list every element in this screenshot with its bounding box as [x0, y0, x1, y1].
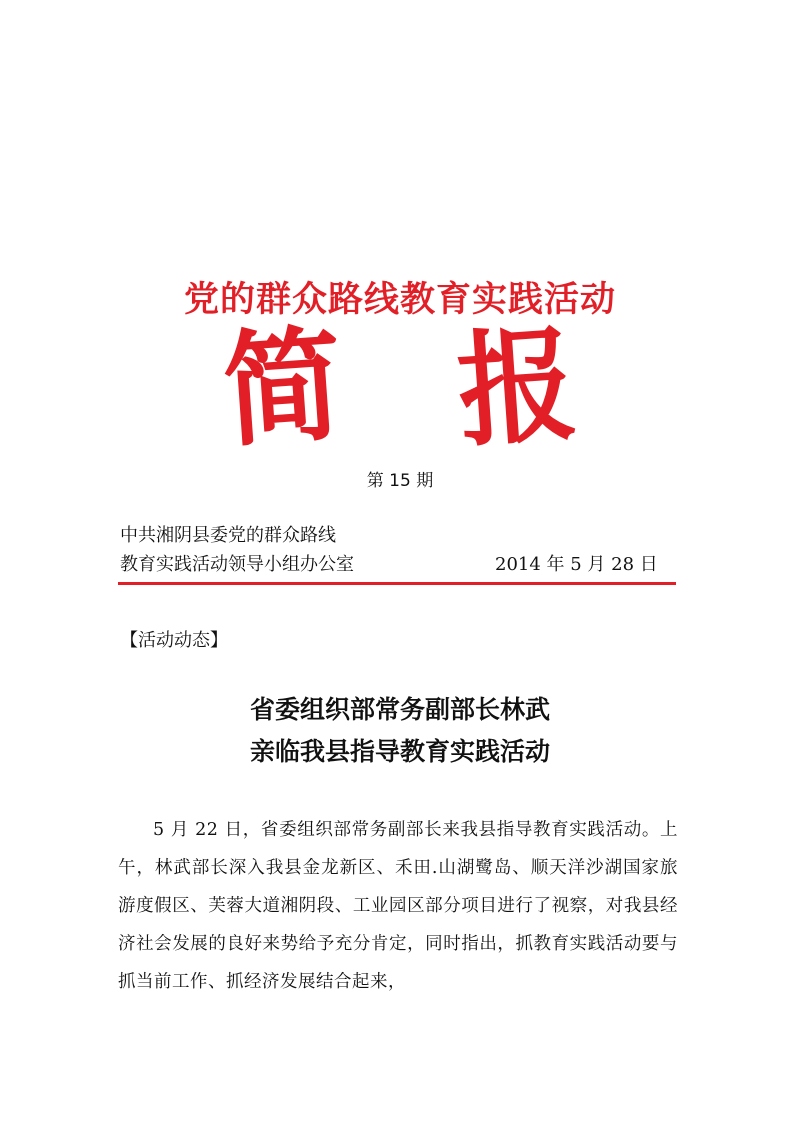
header-divider — [118, 582, 676, 585]
issuer-line-2: 教育实践活动领导小组办公室 — [120, 554, 354, 575]
campaign-title: 党的群众路线教育实践活动 — [183, 279, 616, 320]
section-tag: 【活动动态】 — [120, 630, 228, 651]
issue-date: 2014 年 5 月 28 日 — [495, 554, 658, 575]
article-headline-line-2: 亲临我县指导教育实践活动 — [249, 737, 550, 766]
issuer-line-1: 中共湘阴县委党的群众路线 — [120, 525, 336, 546]
bulletin-title-char-jian: 简 — [219, 310, 348, 465]
article-body: 5 月 22 日，省委组织部常务副部长来我县指导教育实践活动。上午，林武部长深入我县金龙新区、禾田.山湖鹭岛、顺天洋沙湖国家旅游度假区、芙蓉大道湘阴段、工业园区部分项目进行了视察，对我县经济社会发展的良好来势给予充分肯定，同时指出，抓教育实践活动要与抓当前工作、抓经济发展结合起来， — [118, 819, 678, 992]
issue-number: 第 15 期 — [366, 471, 434, 491]
bulletin-title — [0, 310, 800, 465]
article-headline-line-1: 省委组织部常务副部长林武 — [249, 695, 550, 724]
bulletin-title-char-bao: 报 — [452, 310, 581, 465]
